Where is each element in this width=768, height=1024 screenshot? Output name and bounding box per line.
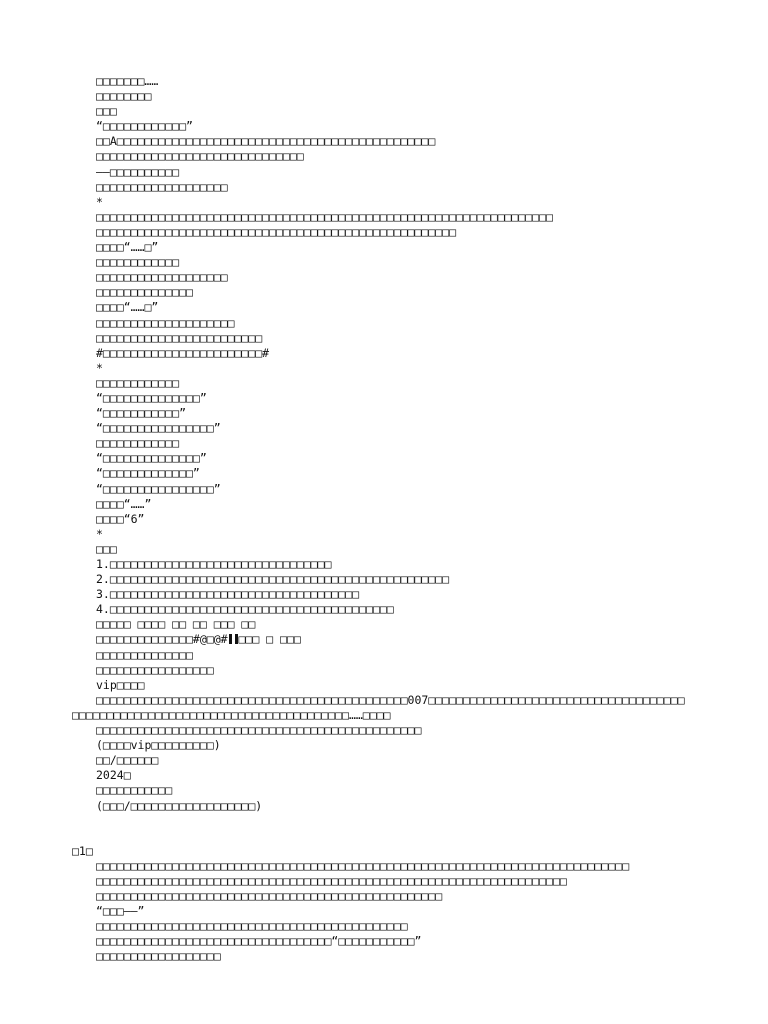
- chapter-heading: □1□: [72, 843, 93, 858]
- text-line: “□□□□□□□□□□□□□□□□”: [96, 481, 221, 496]
- blank-line: [0, 829, 768, 844]
- text-line: □□□□□□□□□□□□□□: [96, 647, 193, 662]
- text-line: □□□□□□□□□□□□□□□□□□□□□□□□□□□□□□□□□□□□□□□□□□□□□□□□□□□□□□□□□□□□□□□□□□: [96, 209, 553, 224]
- text-line: □□□□□□□□□□□□□□□□□□□□□□□□□□□□□□□□□□□□□□□□□□□□□□□: [96, 723, 422, 738]
- text-line: □□□□“6”: [96, 511, 145, 526]
- text-line: □□□□□□□□□□□□□□□□□□: [96, 949, 221, 964]
- text-line: □□□□□□□□□□□□□□□□□□□□□□□□□□□□□□□□□□□□□□□□□□□□□□□□□□□□: [96, 224, 457, 239]
- text-line: □□□□□□□□□□□□: [96, 255, 180, 270]
- text-line: #□□□□□□□□□□□□□□□□□□□□□□□#: [96, 345, 270, 360]
- text-line: “□□□□□□□□□□□□”: [96, 119, 193, 134]
- text-line: 2024□: [96, 768, 131, 783]
- section-separator: *: [96, 526, 103, 541]
- text-line: □□□: [96, 104, 117, 119]
- text-line: □□□□□□□□□□□□□□□□□□□□□□□□□□□□□□□□□□□□□□□□□□□□□□□□□□: [96, 889, 443, 904]
- text-line: ——□□□□□□□□□□: [96, 164, 180, 179]
- text-line: □□□□□□□□□□□□□□□□□□□□□□□□□□□□□□□□□□□□□□□□□□□□□: [96, 919, 408, 934]
- text-line: □□□□□□□□: [96, 89, 152, 104]
- document-body: [0, 74, 768, 965]
- text-line: □□□: [96, 541, 117, 556]
- text-line: □□□□□□□□□□□□□□□□□□□□□□□□: [96, 330, 263, 345]
- text-line: “□□□□□□□□□□□”: [96, 406, 187, 421]
- text-line: □□□□□□□□□□□□□□: [96, 285, 193, 300]
- list-item: 1.□□□□□□□□□□□□□□□□□□□□□□□□□□□□□□□□: [96, 557, 332, 571]
- list-item: 2.□□□□□□□□□□□□□□□□□□□□□□□□□□□□□□□□□□□□□□□□□□□□□□□□□: [96, 572, 450, 587]
- text-line: vip□□□□: [96, 677, 145, 692]
- text-line: □□□□□□□□□□□□□□□□□□□□□□□□□□□□□□□□□□□□□□□□□□□□□007□□□□□□□□□□□□□□□□□□□□□□□□□□□□□□□□□□□□□: [96, 692, 685, 707]
- list-item: 3.□□□□□□□□□□□□□□□□□□□□□□□□□□□□□□□□□□□□: [96, 587, 360, 602]
- text-line: □□□□□□□□□□□: [96, 783, 173, 798]
- text-line: □□A□□□□□□□□□□□□□□□□□□□□□□□□□□□□□□□□□□□□□□□□□□□□□□: [96, 134, 436, 149]
- text-line: □□□□“……”: [96, 496, 152, 511]
- text-line: □□□□□□□□□□□□: [96, 375, 180, 390]
- text-line: □□/□□□□□□: [96, 753, 159, 768]
- text-line: “□□□□□□□□□□□□□”: [96, 466, 200, 481]
- text-line: “□□□□□□□□□□□□□□”: [96, 390, 207, 405]
- text-line: “□□□□□□□□□□□□□□□□”: [96, 421, 221, 436]
- text-line: □□□□□□□□□□□□□□□□□□□□□□□□□□□□□□□□□□□□□□□□□□□□□□□□□□□□□□□□□□□□□□□□□□□□: [96, 873, 567, 888]
- section-separator: *: [96, 360, 103, 375]
- list-item: 4.□□□□□□□□□□□□□□□□□□□□□□□□□□□□□□□□□□□□□□□□□: [96, 602, 394, 617]
- text-line: □□□□“……□”: [96, 240, 159, 255]
- symbol-text: □□□□□□□□□□□□□□#@□@#: [96, 632, 228, 647]
- blank-line: [0, 814, 768, 829]
- text-line: □□□□□□□□□□□□□□□□□□□□□□□□□□□□□□□□□□□□□□□□……□□□□: [72, 707, 391, 722]
- text-line: □□□□“……□”: [96, 300, 159, 315]
- text-line: □□□□□□□□□□□□: [96, 436, 180, 451]
- text-line: □□□□□□□□□□□□□□□□□□□□□□□□□□□□□□: [96, 149, 304, 164]
- text-line: □□□□□□□□□□□□□□□□□□□: [96, 179, 228, 194]
- text-line: (□□□/□□□□□□□□□□□□□□□□□□): [96, 798, 263, 813]
- section-separator: *: [96, 194, 103, 209]
- text-line: □□□□□□□……: [96, 74, 159, 88]
- text-line: “□□□□□□□□□□□□□□”: [96, 451, 207, 466]
- symbol-suffix: □□□ □ □□□: [231, 632, 301, 647]
- text-line: □□□□□□□□□□□□□□□□□□□□□□□□□□□□□□□□□□“□□□□□□□□□□□”: [96, 934, 422, 949]
- text-line: □□□□□□□□□□□□□□□□□□□: [96, 270, 228, 285]
- text-line: “□□□——”: [96, 904, 145, 919]
- text-line: (□□□□vip□□□□□□□□□): [96, 738, 221, 753]
- text-line: □□□□□ □□□□ □□ □□ □□□ □□: [96, 617, 256, 632]
- text-line: □□□□□□□□□□□□□□□□□: [96, 662, 214, 677]
- text-line-with-symbols: [0, 632, 768, 647]
- text-line: □□□□□□□□□□□□□□□□□□□□: [96, 315, 235, 330]
- text-line: □□□□□□□□□□□□□□□□□□□□□□□□□□□□□□□□□□□□□□□□□□□□□□□□□□□□□□□□□□□□□□□□□□□□□□□□□□□□□: [96, 858, 630, 873]
